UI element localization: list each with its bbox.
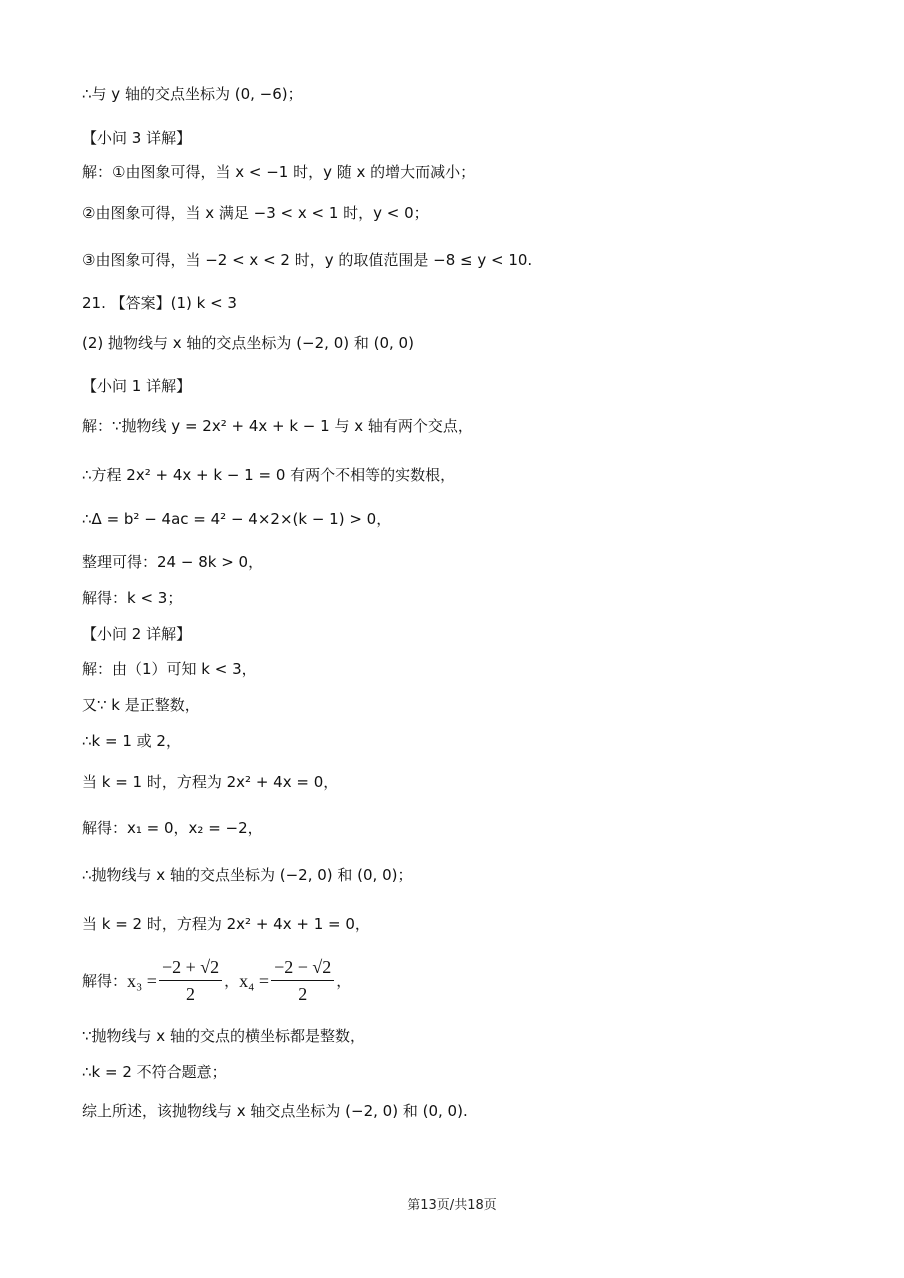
text-line: ∴与 y 轴的交点坐标为 (0, −6)；	[82, 85, 303, 103]
x3-numerator: −2 + √2	[159, 956, 222, 981]
text-line: ∴Δ = b² − 4ac = 4² − 4×2×(k − 1) > 0，	[82, 510, 392, 528]
text-line: 又∵ k 是正整数，	[82, 696, 200, 714]
solution-prefix: 解得：	[82, 971, 128, 990]
text-line: 整理可得：24 − 8k > 0，	[82, 553, 264, 571]
text-line: 【小问 3 详解】	[82, 129, 192, 147]
separator-comma: ，	[224, 971, 240, 990]
page-footer: 第13页/共18页	[407, 1198, 497, 1213]
x4-fraction	[271, 956, 334, 1005]
text-line: ∴k = 1 或 2，	[82, 732, 181, 750]
text-line: 解：①由图象可得，当 x < −1 时，y 随 x 的增大而减小；	[82, 163, 476, 181]
x4-numerator: −2 − √2	[271, 956, 334, 981]
x4-denominator: 2	[298, 984, 308, 1004]
x3-label: x₃ =	[127, 970, 157, 991]
text-line: 解：∵抛物线 y = 2x² + 4x + k − 1 与 x 轴有两个交点，	[82, 417, 473, 435]
text-line: ∵抛物线与 x 轴的交点的横坐标都是整数，	[82, 1027, 365, 1045]
text-line: (2) 抛物线与 x 轴的交点坐标为 (−2, 0) 和 (0, 0)	[82, 334, 414, 352]
roots-solution-line	[82, 956, 351, 1005]
text-line: 【小问 2 详解】	[82, 625, 192, 643]
text-line: 【小问 1 详解】	[82, 377, 192, 395]
text-line: ∴方程 2x² + 4x + k − 1 = 0 有两个不相等的实数根，	[82, 466, 456, 484]
trailing-comma: ，	[336, 971, 352, 990]
text-line: 解：由（1）可知 k < 3，	[82, 660, 257, 678]
text-line: 当 k = 1 时，方程为 2x² + 4x = 0，	[82, 773, 339, 791]
text-line: ∴抛物线与 x 轴的交点坐标为 (−2, 0) 和 (0, 0)；	[82, 866, 413, 884]
x3-denominator: 2	[186, 984, 196, 1004]
text-line: 综上所述，该抛物线与 x 轴交点坐标为 (−2, 0) 和 (0, 0).	[82, 1102, 468, 1120]
text-line: ②由图象可得，当 x 满足 −3 < x < 1 时，y < 0；	[82, 204, 429, 222]
text-line: 解得：k < 3；	[82, 589, 183, 607]
text-line: ③由图象可得，当 −2 < x < 2 时，y 的取值范围是 −8 ≤ y < 10.	[82, 251, 533, 269]
text-line: 解得：x₁ = 0，x₂ = −2，	[82, 819, 263, 837]
x4-label: x₄ =	[239, 970, 270, 991]
text-line: ∴k = 2 不符合题意；	[82, 1063, 227, 1081]
text-line: 当 k = 2 时，方程为 2x² + 4x + 1 = 0，	[82, 915, 370, 933]
text-line: 21. 【答案】(1) k < 3	[82, 294, 237, 312]
x3-fraction	[159, 956, 222, 1005]
